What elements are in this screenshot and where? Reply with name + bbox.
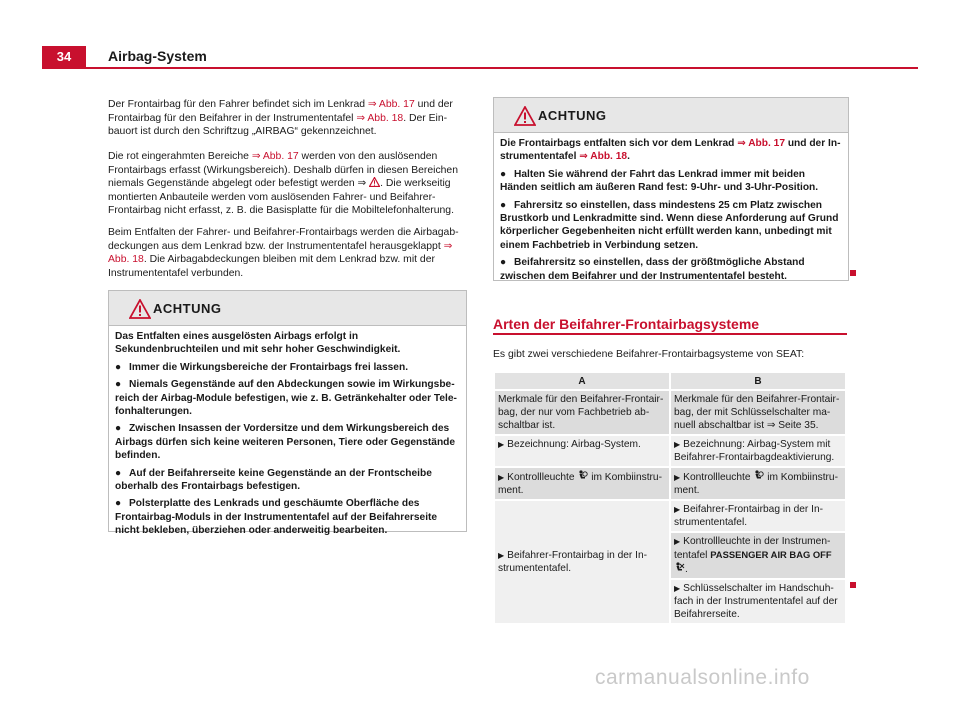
table-cell: ▶ Kontrollleuchte in der Instrumententafel PASSENGER AIR BAG OFF . [671, 533, 845, 578]
paragraph-1: Der Frontairbag für den Fahrer befindet sich im Lenkrad ⇒ Abb. 17 und der Frontairbag für den Beifahrer in der Instrumententafel ⇒ Abb. 18. Der Einbauort ist durch den Schriftzug „AIRBAG“ gekennzeichnet. [108, 99, 453, 138]
warning-item: ● Zwischen Insassen der Vordersitze und dem Wirkungsbereich des Airbags dürfen sich keine weiteren Personen, Tiere oder Gegenstände befinden. [115, 423, 456, 462]
warning-item: ● Auf der Beifahrerseite keine Gegenstände an der Frontscheibe oberhalb des Frontairbags befestigen. [115, 467, 432, 493]
section-title: Arten der Beifahrer-Frontairbagsysteme [493, 316, 760, 332]
warning-body [494, 133, 848, 291]
page-number: 34 [42, 46, 86, 68]
arrow-icon: ▶ [674, 584, 681, 593]
arrow-icon: ▶ [498, 551, 505, 560]
section-end-marker [850, 270, 856, 276]
arrow-icon: ▶ [674, 440, 681, 449]
arrow-icon: ▶ [674, 473, 681, 482]
warning-item: ● Immer die Wirkungsbereiche der Frontairbags frei lassen. [115, 361, 409, 373]
table-cell: ▶ Schlüsselschalter im Handschuhfach in der Instrumententafel auf der Beifahrerseite. [671, 580, 845, 623]
warning-intro: Die Frontairbags entfalten sich vor dem Lenkrad ⇒ Abb. 17 und der Instrumententafel ⇒ Abb. 18. [500, 138, 841, 163]
section-end-marker [850, 582, 856, 588]
warning-box-right [493, 97, 849, 281]
warning-title: ACHTUNG [538, 108, 607, 123]
arrow-icon: ▶ [498, 440, 505, 449]
warning-item: ● Halten Sie während der Fahrt das Lenkrad immer mit beiden Händen seitlich am äußeren Rand fest: 9-Uhr- und 3-Uhr-Position. [500, 168, 819, 194]
paragraph-3: Beim Entfalten der Fahrer- und Beifahrer-Frontairbags werden die Airbagabdeckungen aus dem Lenkrad bzw. der Instrumententafel herausgeklappt ⇒ Abb. 18. Die Airbagabdeckungen bleiben mit dem Lenkrad bzw. mit der Instrumententafel verbunden. [108, 227, 459, 279]
arrow-icon: ▶ [674, 505, 681, 514]
airbag-off-icon [674, 562, 685, 573]
table-cell: ▶ Kontrollleuchte im Kombiinstrument. [495, 468, 669, 499]
table-cell: ▶ Bezeichnung: Airbag-System. [495, 436, 669, 466]
warning-item: ● Polsterplatte des Lenkrads und geschäumte Oberfläche des Frontairbag-Moduls in der Instrumententafel auf der Beifahrerseite nicht bekleben, überziehen oder anderweitig bearbeiten. [115, 498, 438, 537]
warning-item: ● Beifahrersitz so einstellen, dass der größtmögliche Abstand zwischen dem Beifahrer und der Instrumententafel besteht. [500, 257, 805, 282]
watermark: carmanualsonline.info [595, 666, 810, 689]
ref-link-abb18[interactable]: ⇒ Abb. 18 [356, 112, 404, 124]
section-rule [493, 333, 847, 335]
ref-link-abb18[interactable]: ⇒ Abb. 18 [579, 151, 628, 163]
warning-header [109, 291, 466, 326]
table-cell: ▶ Beifahrer-Frontairbag in der Instrumententafel. [671, 501, 845, 531]
ref-link-abb17[interactable]: ⇒ Abb. 17 [251, 151, 299, 162]
warning-triangle-icon[interactable] [369, 177, 380, 187]
warning-header [494, 98, 848, 133]
table-header-b: B [671, 373, 845, 389]
section-intro: Es gibt zwei verschiedene Beifahrer-Frontairbagsysteme von SEAT: [493, 349, 805, 360]
airbag-warning-lamp-icon [577, 470, 588, 481]
table-cell: ▶ Bezeichnung: Airbag-System mit Beifahrer-Frontairbagdeaktivierung. [671, 436, 845, 466]
table-cell: ▶ Beifahrer-Frontairbag in der Instrumententafel. [495, 501, 669, 623]
warning-item: ● Niemals Gegenstände auf den Abdeckungen sowie im Wirkungsbereich der Airbag-Module befestigen, wie z. B. Getränkehalter oder Telefonhalterungen. [115, 379, 457, 418]
table-cell: Merkmale für den Beifahrer-Frontairbag, der nur vom Fachbetrieb abschaltbar ist. [495, 391, 669, 434]
ref-link-abb18[interactable]: ⇒ Abb. 18 [108, 240, 453, 266]
header-rule [42, 67, 918, 69]
warning-triangle-icon [129, 299, 151, 319]
arrow-icon: ▶ [674, 537, 681, 546]
table-cell: ▶ Kontrollleuchte im Kombiinstrument. [671, 468, 845, 499]
airbag-warning-lamp-icon [753, 470, 764, 481]
warning-item: ● Fahrersitz so einstellen, dass mindestens 25 cm Platz zwischen Brustkorb und Lenkradmitte sind. Wenn diese Anforderung auf Grund körperlicher Gegebenheiten nicht erfüllt werden kann, unbedingt mit einem Fachbetrieb in Verbindung setzen. [500, 199, 839, 251]
passenger-airbag-off-label: PASSENGER AIR BAG OFF [710, 549, 832, 560]
comparison-table [493, 371, 847, 625]
table-header-a: A [495, 373, 669, 389]
arrow-icon: ▶ [498, 473, 505, 482]
warning-intro: Das Entfalten eines ausgelösten Airbags erfolgt in Sekundenbruchteilen und mit sehr hoher Geschwindigkeit. [115, 331, 401, 356]
ref-link-abb17[interactable]: ⇒ Abb. 17 [737, 138, 785, 149]
paragraph-2: Die rot eingerahmten Bereiche ⇒ Abb. 17 werden von den auslösenden Frontairbags erfasst (Wirkungsbereich). Deshalb dürfen in diesen Bereichen niemals Gegenstände abgelegt oder befestigt werden ⇒ . Die werkseitig montierten Anbauteile werden vom auslösenden Fahrer- und Beifahrer-Frontairbag nicht erfasst, z. B. die Basisplatte für die Mobiltelefonhalterung. [108, 151, 458, 217]
table-cell: Merkmale für den Beifahrer-Frontairbag, der mit Schlüsselschalter manuell abschaltbar ist ⇒ Seite 35. [671, 391, 845, 434]
warning-triangle-icon [514, 106, 536, 126]
warning-body [109, 326, 466, 546]
ref-link-abb17[interactable]: ⇒ Abb. 17 [367, 99, 415, 110]
warning-title: ACHTUNG [153, 301, 222, 316]
page-title: Airbag-System [108, 48, 207, 64]
warning-box-left [108, 290, 467, 537]
